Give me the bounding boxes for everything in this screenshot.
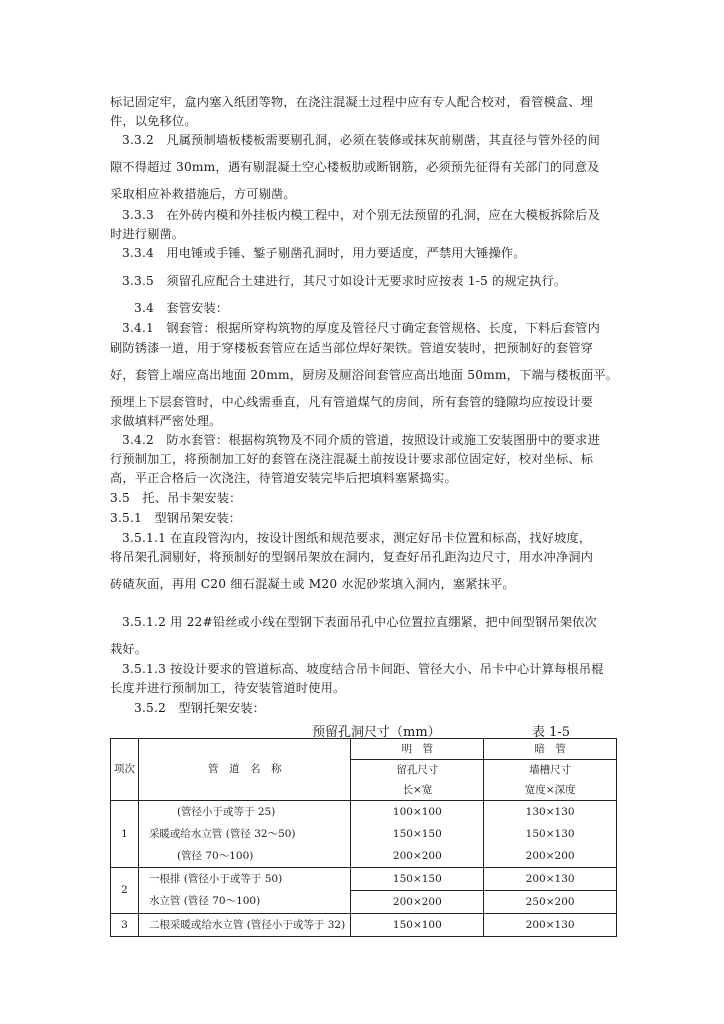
row-open-size: 200×200 xyxy=(351,891,484,914)
table-row xyxy=(111,801,617,824)
paragraph-line: 栽好。 xyxy=(110,642,148,656)
section-3-5-1: 3.5.1 型钢吊架安装： xyxy=(110,511,242,525)
paragraph-line: 采取相应补救措施后，方可剔凿。 xyxy=(110,187,296,201)
header-index: 项次 xyxy=(111,739,139,801)
row-hidden-size: 150×130 xyxy=(484,823,617,845)
row-open-size: 150×150 xyxy=(351,823,484,845)
section-3-5-1-2: 3.5.1.2 用 22#铅丝或小线在型钢下表面吊孔中心位置拉直绷紧，把中间型钢吊架依次 xyxy=(122,615,597,629)
row-hidden-size: 250×200 xyxy=(484,891,617,914)
header-pipe-name: 管 道 名 称 xyxy=(138,739,351,801)
header-open-pipe: 明 管 xyxy=(351,739,484,760)
row-open-size: 150×150 xyxy=(351,868,484,891)
section-3-3-5: 3.3.5 须留孔应配合土建进行，其尺寸如设计无要求时应按表 1-5 的规定执行。 xyxy=(122,274,567,288)
table-row xyxy=(111,823,617,845)
paragraph-line: 行预制加工，将预制加工好的套管在浇注混凝土前按设计要求部位固定好，校对坐标、标 xyxy=(110,452,594,466)
reserved-hole-table xyxy=(110,738,617,937)
header-width-depth: 宽度×深度 xyxy=(484,780,617,801)
table-header-row xyxy=(111,739,617,760)
heading-3-4: 3.4 套管安装： xyxy=(134,301,229,315)
row-hidden-size: 200×130 xyxy=(484,914,617,937)
paragraph-line: 刷防锈漆一道，用于穿楼板套管应在适当部位焊好架铁。管道安装时，把预制好的套管穿 xyxy=(110,341,594,355)
paragraph-line: 砖碴灰面，再用 C20 细石混凝土或 M20 水泥砂浆填入洞内，塞紧抹平。 xyxy=(110,577,515,591)
header-hole-size: 留孔尺寸 xyxy=(351,760,484,781)
row-pipe-name: (管径小于或等于 25) xyxy=(138,801,351,824)
paragraph-line: 长度并进行预制加工，待安装管道时使用。 xyxy=(110,681,346,695)
paragraph-line: 标记固定牢，盒内塞入纸团等物，在浇注混凝土过程中应有专人配合校对，看管模盒、埋 xyxy=(110,95,594,109)
paragraph-line: 隙不得超过 30mm，遇有剔混凝土空心楼板肋或断钢筋，必须预先征得有关部门的同意及 xyxy=(110,160,600,174)
header-length-width: 长×宽 xyxy=(351,780,484,801)
row-index: 1 xyxy=(111,801,139,868)
paragraph-line: 将吊架孔洞剔好，将预制好的型钢吊架放在洞内，复查好吊孔距沟边尺寸，用水冲净洞内 xyxy=(110,550,594,564)
paragraph-line: 预埋上下层套管时，中心线需垂直，凡有管道煤气的房间，所有套管的缝隙均应按设计要 xyxy=(110,395,594,409)
paragraph-line: 高，平正合格后一次浇注，待管道安装完毕后把填料塞紧捣实。 xyxy=(110,471,457,485)
section-3-4-2: 3.4.2 防水套管：根据构筑物及不同介质的管道，按照设计或施工安装图册中的要求进 xyxy=(122,433,600,447)
table-title: 预留孔洞尺寸（mm） xyxy=(312,725,441,740)
paragraph-line: 好，套管上端应高出地面 20mm，厨房及厕浴间套管应高出地面 50mm，下端与楼板面平。 xyxy=(110,368,619,382)
paragraph-line: 件，以免移位。 xyxy=(110,114,197,128)
row-open-size: 100×100 xyxy=(351,801,484,824)
section-3-5-2: 3.5.2 型钢托架安装： xyxy=(134,701,266,715)
paragraph-line: 求做填料严密处理。 xyxy=(110,414,222,428)
paragraph-line: 时进行剔凿。 xyxy=(110,227,185,241)
row-index: 3 xyxy=(111,914,139,937)
row-index: 2 xyxy=(111,868,139,914)
row-pipe-name: 水立管 (管径 70～100) xyxy=(138,891,351,914)
row-pipe-name: 采暖或给水立管 (管径 32～50) xyxy=(138,823,351,845)
row-pipe-name: 二根采暖或给水立管 (管径小于或等于 32) xyxy=(138,914,351,937)
section-3-3-3: 3.3.3 在外砖内模和外挂板内模工程中，对个别无法预留的孔洞，应在大模板拆除后及 xyxy=(122,208,600,222)
heading-3-5: 3.5 托、吊卡架安装： xyxy=(110,491,242,505)
table-row xyxy=(111,868,617,891)
table-number: 表 1-5 xyxy=(532,725,571,740)
section-3-3-4: 3.3.4 用电锤或手锤、錾子剔凿孔洞时，用力要适度，严禁用大锤操作。 xyxy=(122,246,526,260)
row-open-size: 200×200 xyxy=(351,845,484,868)
row-pipe-name: (管径 70～100) xyxy=(138,845,351,868)
table-row xyxy=(111,845,617,868)
table-row xyxy=(111,914,617,937)
table-row xyxy=(111,891,617,914)
header-hidden-pipe: 暗 管 xyxy=(484,739,617,760)
row-open-size: 150×100 xyxy=(351,914,484,937)
header-groove-size: 墙槽尺寸 xyxy=(484,760,617,781)
row-pipe-name: 一根排 (管径小于或等于 50) xyxy=(138,868,351,891)
row-hidden-size: 200×200 xyxy=(484,845,617,868)
section-3-5-1-1: 3.5.1.1 在直段管沟内，按设计图纸和规范要求，测定好吊卡位置和标高，找好坡度， xyxy=(122,531,592,545)
section-3-5-1-3: 3.5.1.3 按设计要求的管道标高、坡度结合吊卡间距、管径大小、吊卡中心计算每根吊棍 xyxy=(122,662,604,676)
row-hidden-size: 130×130 xyxy=(484,801,617,824)
section-3-3-2: 3.3.2 凡属预制墙板楼板需要剔孔洞，必须在装修或抹灰前剔凿，其直径与管外径的间 xyxy=(122,133,600,147)
section-3-4-1: 3.4.1 钢套管：根据所穿构筑物的厚度及管径尺寸确定套管规格、长度，下料后套管内 xyxy=(122,321,600,335)
row-hidden-size: 200×130 xyxy=(484,868,617,891)
